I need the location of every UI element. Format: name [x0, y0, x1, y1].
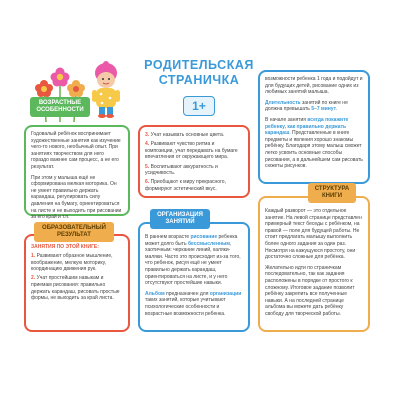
benefits-card [138, 125, 250, 198]
benefits-list [145, 132, 243, 193]
tag-age-features: ВОЗРАСТНЫЕ ОСОБЕННОСТИ [30, 97, 90, 117]
duration-paragraph-1: возможности ребенка 1 года и подойдут и для будущих детей, рисование одних из любимых занятий малыша. [265, 76, 363, 96]
list-item: 1. Развивают образное мышление, воображение, мелкую моторику, координацию движения рук. [31, 253, 113, 273]
age-features-paragraph-2: При этом у малыша ещё не сформирована мелкая моторика. Он не умеет правильно держать карандаш, регулировать силу давления на бумагу, ориентироваться на листе и не выходить при рисовании за его край и т.п. [31, 174, 122, 221]
duration-paragraph-3: В начале занятия всегда покажите ребенку, как правильно держать карандаш. Представленные в книге предметы и явления хорошо знакомы ребёнку. Благодаря этому малыш сможет легко усвоить основные способы рисования, а в дальнейшем сам рисовать сюжеты рисунков. [265, 116, 363, 170]
educational-result-card [24, 234, 130, 332]
list-item: 3. Учат называть основные цвета. [145, 132, 225, 138]
tag-educational-result: ОБРАЗОВАТЕЛЬНЫЙ РЕЗУЛЬТАТ [34, 222, 114, 242]
list-item: 4. Развивают чувство ритма и композиции, учат передавать на бумаге впечатления от окружающего мира. [145, 141, 238, 161]
list-item: 6. Приобщают к миру прекрасного, формируют эстетический вкус. [145, 179, 226, 192]
result-sublabel: ЗАНЯТИЯ ПО ЭТОЙ КНИГЕ: [31, 244, 99, 250]
structure-paragraph-1: Каждый разворот — это отдельное занятие. На левой странице представлен примерный текст беседы с ребёнком, на правой — поле для будущей работы. Не стоит предлагать малышу выполнить более одного задания за один раз. Несмотря на кажущуюся простоту, они достаточно сложные для ребёнка. [265, 208, 362, 261]
organization-card [138, 222, 250, 332]
title-line-1: РОДИТЕЛЬСКАЯ [144, 58, 254, 72]
tag-organization: ОРГАНИЗАЦИЯ ЗАНЯТИЙ [150, 209, 210, 229]
result-list [31, 253, 123, 302]
tag-book-structure: СТРУКТУРА КНИГИ [308, 183, 356, 203]
duration-card [258, 70, 370, 184]
age-features-paragraph-1: Годовалый ребёнок воспринимает художественные занятия как изучение чего-то нового, необычный опыт. При занятиях творчеством для него гораздо важнее сам процесс, а не его результат. [31, 131, 121, 170]
organization-paragraph-2: Альбом предназначен для организации таких занятий, которые учитывают психологические особенности и возрастные возможности ребенка. [145, 290, 242, 317]
page-title [136, 58, 262, 88]
list-item: 5. Воспитывают аккуратность и усидчивость. [145, 163, 218, 177]
organization-paragraph-1: В раннем возрасте рисование ребенка может долго быть бессмысленным, хаотичным: черкание линий, каляки-маляки. Часто это происходит из-за того, что ребенок, рисуя ещё не умеет правильно держать карандаш, ориентироваться на листе, и у него отсутствуют простейшие навыки. [145, 234, 241, 287]
age-badge: 1+ [183, 96, 215, 116]
age-features-card [24, 125, 130, 221]
list-item: 2. Учат простейшим навыкам и приемам рисования: правильно держать карандаш, рисовать простые формы, не выходить за край листа. [31, 275, 120, 302]
duration-paragraph-2: Длительность занятий по книге не должна превышать 5–7 минут. [265, 99, 348, 113]
child-illustration [86, 60, 126, 118]
title-line-2: СТРАНИЧКА [158, 73, 240, 87]
structure-paragraph-2: Желательно идти по страничкам последовательно, так как задания расположены в порядке от простого к сложному. Итоговое задание позволит ребёнку закрепить все полученные навыки. А на последней странице альбома вы можете дать ребёнку свободу для творческой работы. [265, 264, 355, 317]
book-structure-card [258, 196, 370, 332]
